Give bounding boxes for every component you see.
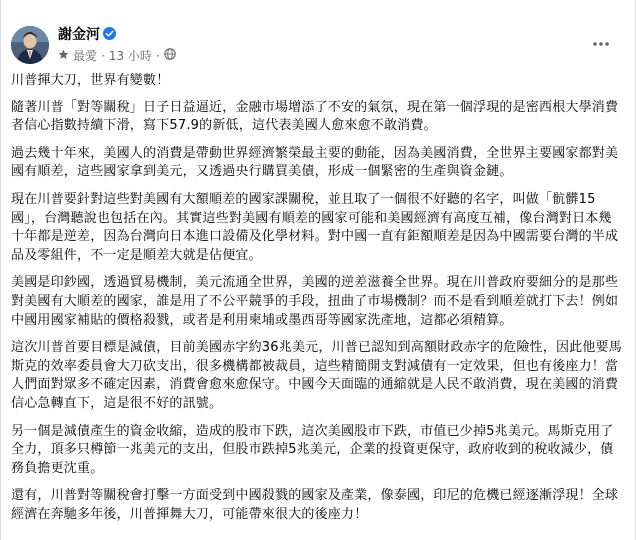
post-paragraph: 現在川普要針對這些對美國有大額順差的國家課關稅，並且取了一個很不好聽的名字，叫做「骯髒15國」，台灣聽說也包括在內。其實這些對美國有順差的國家可能和美國經濟有高度互補，像台灣對日本幾十年都是逆差，因為台灣向日本進口設備及化學材料。對中國一直有鉅額順差是因為中國需要台灣的半成品及零組件，不一定是順差大就是佔便宜。 <box>11 191 619 263</box>
author-name-row <box>58 26 116 44</box>
star-icon <box>58 48 69 64</box>
post-paragraph: 另一個是減債產生的資金收縮，造成的股市下跌，這次美國股市下跌，市值已少掉5兆美元。馬斯克用了全力，頂多只樽節一兆美元的支出，但股市跌掉5兆美元，企業的投資更保守，政府收到的稅收減少，債務負擔更沈重。 <box>11 423 614 476</box>
meta-separator: · <box>101 49 105 63</box>
post-paragraph: 這次川普首要目標是減債，目前美國赤字約36兆美元，川普已認知到高額財政赤字的危險性，因此他要馬斯克的效率委員會大刀砍支出，很多機構都被裁員，這些精簡開支對減債有一定效果，但也有後座力！當人們面對眾多不確定因素，消費會愈來愈保守。中國今天面臨的通縮就是人民不敢消費，現在美國的消費信心急轉直下，這是很不好的訊號。 <box>11 340 622 411</box>
meta-separator-2: · <box>155 49 160 63</box>
globe-icon[interactable] <box>164 48 176 64</box>
post-timestamp[interactable]: 13 小時 <box>108 49 152 63</box>
author-avatar[interactable] <box>11 26 49 64</box>
post-body <box>11 72 623 533</box>
post-meta <box>58 48 176 64</box>
more-dots-icon[interactable] <box>591 36 611 50</box>
verified-badge-icon <box>103 27 116 40</box>
post-paragraph: 美國是印鈔國，透過貿易機制，美元流通全世界，美國的逆差滋養全世界。現在川普政府要細分的是那些對美國有大順差的國家，誰是用了不公平競爭的手段，扭曲了市場機制？而不是看到順差就打下去！例如中國用國家補貼的價格殺戮，或者是利用柬埔或墨西哥等國家洗產地，這都必須精算。 <box>11 275 619 328</box>
author-name[interactable]: 謝金河 <box>58 27 100 43</box>
post-paragraph: 還有，川普對等關稅會打擊一方面受到中國殺戮的國家及產業，像泰國，印尼的危機已經逐漸浮現！全球經濟在奔馳多年後，川普揮舞大刀，可能帶來很大的後座力！ <box>11 488 619 522</box>
post-paragraph: 隨著川普「對等關稅」日子日益逼近，金融市場增添了不安的氣氛，現在第一個浮現的是密西根大學消費者信心指數持續下滑，寫下57.9的新低，這代表美國人愈來愈不敢消費。 <box>11 99 619 134</box>
post-header <box>11 22 621 68</box>
post-paragraph: 川普揮大刀，世界有變數！ <box>11 73 170 88</box>
post-paragraph: 過去幾十年來，美國人的消費是帶動世界經濟繁榮最主要的動能，因為美國消費，全世界主要國家都對美國有順差，這些國家拿到美元，又透過央行購買美債，形成一個緊密的生產與資金鏈。 <box>11 145 619 180</box>
avatar-image <box>11 26 49 64</box>
audience-label[interactable]: 最愛 <box>73 49 98 63</box>
